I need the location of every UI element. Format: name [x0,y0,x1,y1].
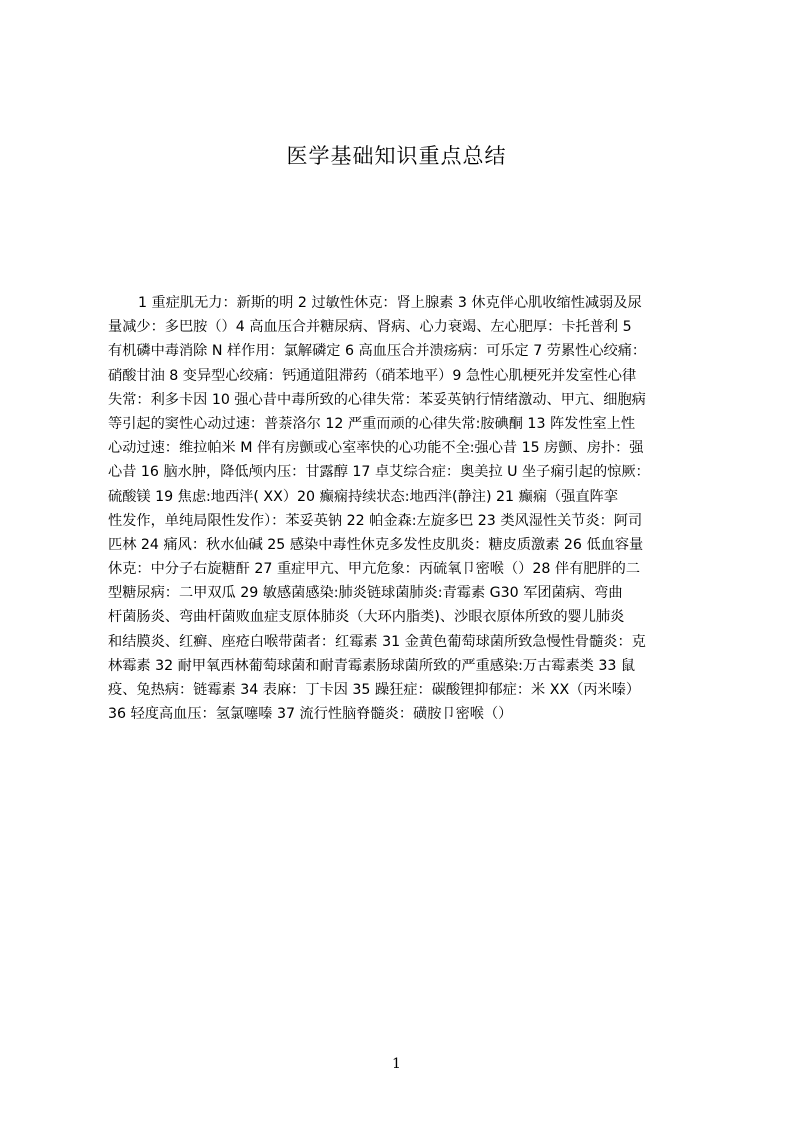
body-text-line: 心昔 16 脑水肿，降低颅内压：甘露醇 17 卓艾综合症：奥美拉 U 坐子痫引起的惊厥： [108,464,650,481]
body-text-line: 疫、兔热病：链霉素 34 表麻：丁卡因 35 躁狂症：碳酸锂抑郁症：米 XX（丙米嗪） [108,682,641,698]
body-text-line: 杆菌肠炎、弯曲杆菌败血症支原体肺炎（大环内脂类)、沙眼衣原体所致的婴儿肺炎 [108,609,625,626]
body-text-line: 性发作，单纯局限性发作）：苯妥英钠 22 帕金森:左旋多巴 23 类风湿性关节炎：阿司 [108,512,643,529]
body-text-line: 心动过速：维拉帕米 M 伴有房颤或心室率快的心功能不全:强心昔 15 房颤、房扑：强 [108,440,644,457]
body-text-line: 硫酸镁 19 焦虑:地西泮( XX）20 癫痫持续状态:地西泮(静注) 21 癫痫（强直阵挛 [108,488,618,505]
body-text-line: 匹林 24 痛风：秋水仙碱 25 感染中毒性休克多发性皮肌炎：糖皮质激素 26 低血容量 [108,536,644,553]
body-text-line: 1 重症肌无力：新斯的明 2 过敏性休克：肾上腺素 3 休克伴心肌收缩性减弱及尿 [138,295,642,311]
document-body [108,291,698,726]
document-title: 医学基础知识重点总结 [286,144,507,168]
body-text-line: 量减少：多巴胺（）4 高血压合并糖尿病、肾病、心力衰竭、左心肥厚：卡托普利 5 [108,319,632,336]
body-text-line: 硝酸甘油 8 变异型心绞痛：钙通道阻滞药（硝苯地平）9 急性心肌梗死并发室性心律 [108,367,637,384]
page-number: 1 [392,1056,401,1072]
body-text-line: 林霉素 32 耐甲氧西林葡萄球菌和耐青霉素肠球菌所致的严重感染:万古霉素类 33 鼠 [108,657,636,674]
body-text-line: 等引起的窦性心动过速：普萘洛尔 12 严重而顽的心律失常:胺碘酮 13 阵发性室上性 [108,415,636,432]
body-text-line: 型糖尿病：二甲双瓜 29 敏感菌感染:肺炎链球菌肺炎:青霉素 G30 军团菌病、弯曲 [108,585,623,602]
body-text-line: 和结膜炎、红癣、座疮白喉带菌者：红霉素 31 金黄色葡萄球菌所致急慢性骨髓炎：克 [108,633,646,650]
body-text-line: 36 轻度高血压：氢氯噻嗪 37 流行性脑脊髓炎：磺胺卩密喉（） [108,706,513,723]
body-text-line: 有机磷中毒消除 N 样作用：氯解磷定 6 高血压合并溃疡病：可乐定 7 劳累性心绞痛： [108,343,647,360]
body-text-line: 休克：中分子右旋糖酐 27 重症甲亢、甲亢危象：丙硫氧卩密喉（）28 伴有肥胖的二 [108,561,641,578]
body-text-line: 失常：利多卡因 10 强心昔中毒所致的心律失常：苯妥英钠行情绪激动、甲亢、细胞病 [108,391,646,408]
